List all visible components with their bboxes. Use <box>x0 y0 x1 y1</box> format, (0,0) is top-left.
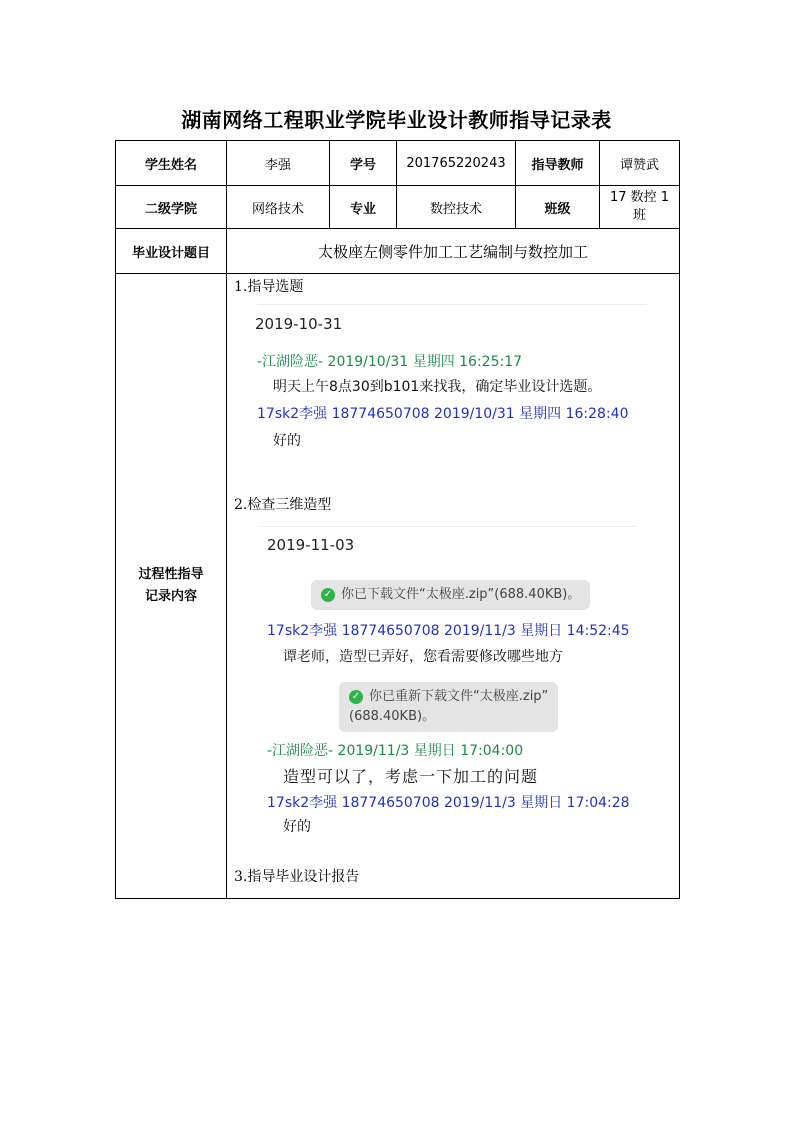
college-label: 二级学院 <box>116 186 227 229</box>
chat-message-text: 明天上午8点30到b101来找我，确定毕业设计选题。 <box>273 379 602 395</box>
major-label: 专业 <box>330 186 397 229</box>
thesis-topic-label: 毕业设计题目 <box>116 229 227 274</box>
file-redownload-text: 你已重新下载文件“太极座.zip” <box>369 689 549 704</box>
class-label: 班级 <box>516 186 600 229</box>
advisor-value: 谭赞武 <box>600 141 680 186</box>
file-redownload-line2: (688.40KB)。 <box>349 709 436 724</box>
thesis-topic-value: 太极座左侧零件加工工艺编制与数控加工 <box>227 229 680 274</box>
chat-message-text: 好的 <box>273 433 301 449</box>
check-circle-icon: ✓ <box>321 588 335 602</box>
guidance-record-table <box>115 140 680 899</box>
class-value <box>600 186 680 229</box>
chat-message-header: -江湖险恶- 2019/10/31 星期四 16:25:17 <box>257 354 523 370</box>
class-value-line2: 班 <box>632 208 646 223</box>
page-title: 湖南网络工程职业学院毕业设计教师指导记录表 <box>181 108 612 132</box>
chat-date: 2019-10-31 <box>255 315 343 333</box>
chat-message-header: 17sk2李强 18774650708 2019/10/31 星期四 16:28:40 <box>257 406 629 422</box>
file-download-text: 你已下载文件“太极座.zip”(688.40KB)。 <box>341 587 581 602</box>
guidance-label-line2: 记录内容 <box>144 589 197 604</box>
college-value: 网络技术 <box>227 186 330 229</box>
chat-message-text: 谭老师，造型已弄好，您看需要修改哪些地方 <box>283 649 563 665</box>
student-id-value: 201765220243 <box>397 141 516 186</box>
chat-message-text: 好的 <box>283 819 311 835</box>
guidance-content-label <box>116 274 227 899</box>
advisor-label: 指导教师 <box>516 141 600 186</box>
divider <box>261 526 636 527</box>
chat-message-text: 造型可以了，考虑一下加工的问题 <box>283 767 539 786</box>
table-row <box>116 186 680 229</box>
chat-date: 2019-11-03 <box>267 536 355 554</box>
file-download-notice <box>311 580 590 610</box>
divider <box>257 304 647 305</box>
guidance-label-line1: 过程性指导 <box>138 567 204 582</box>
section-heading-3: 3.指导毕业设计报告 <box>234 869 360 885</box>
file-redownload-line1 <box>349 687 548 707</box>
check-circle-icon: ✓ <box>349 690 363 704</box>
table-row <box>116 229 680 274</box>
chat-message-header: 17sk2李强 18774650708 2019/11/3 星期日 17:04:28 <box>267 795 630 811</box>
guidance-content-cell <box>227 274 680 899</box>
table-row <box>116 274 680 899</box>
section-heading-2: 2.检查三维造型 <box>234 497 332 513</box>
major-value: 数控技术 <box>397 186 516 229</box>
chat-message-header: 17sk2李强 18774650708 2019/11/3 星期日 14:52:45 <box>267 623 630 639</box>
file-redownload-notice <box>339 682 558 732</box>
section-heading-1: 1.指导选题 <box>234 279 304 295</box>
student-id-label: 学号 <box>330 141 397 186</box>
table-row <box>116 141 680 186</box>
chat-message-header: -江湖险恶- 2019/11/3 星期日 17:04:00 <box>267 743 524 759</box>
student-name-label: 学生姓名 <box>116 141 227 186</box>
class-value-line1: 17 数控 1 <box>609 190 670 205</box>
student-name-value: 李强 <box>227 141 330 186</box>
